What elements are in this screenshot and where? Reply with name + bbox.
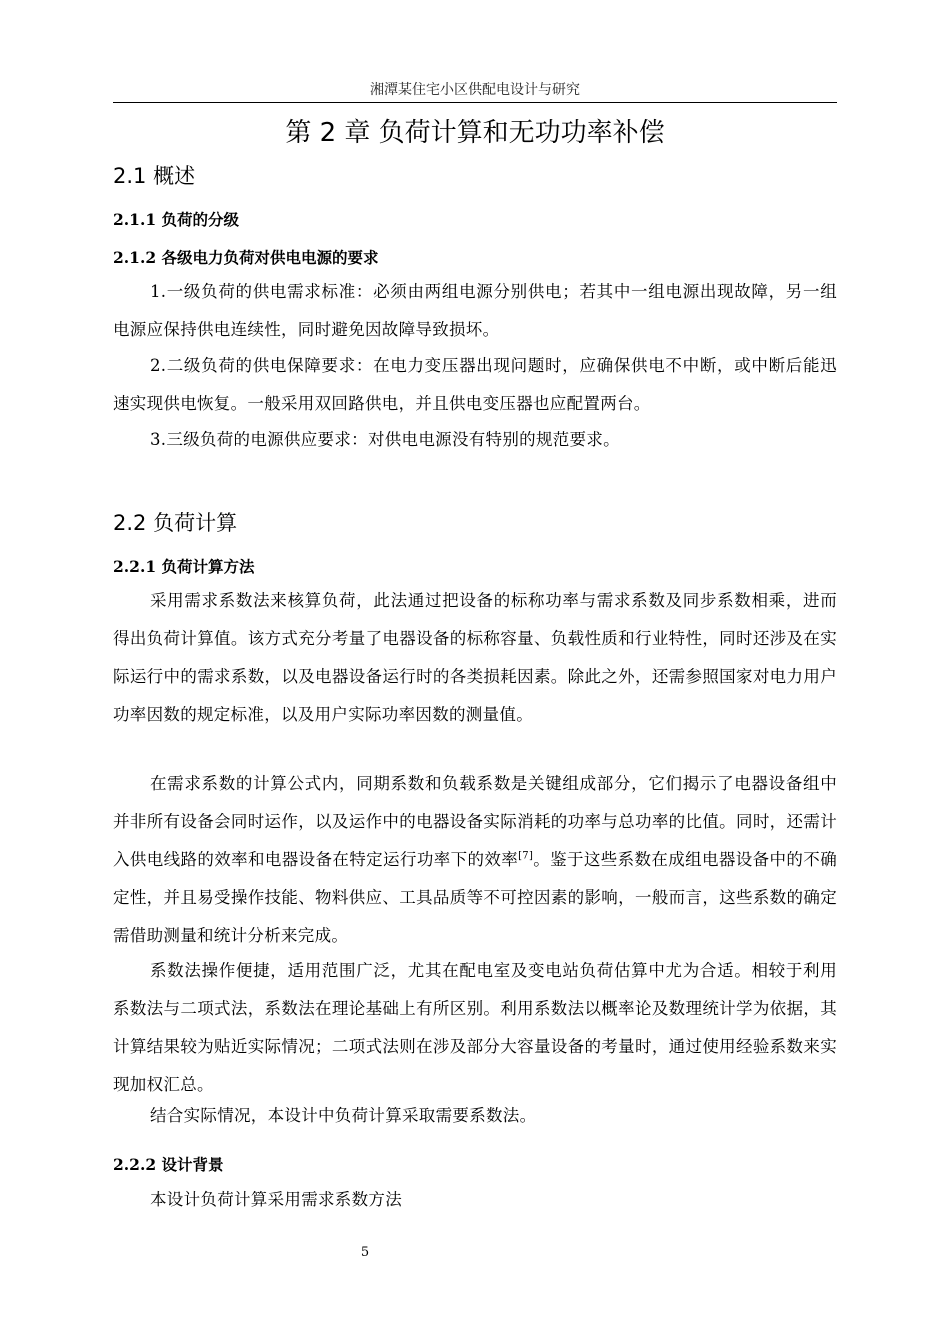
subsection-heading-2-2-1: 2.2.1 负荷计算方法 <box>113 557 255 576</box>
paragraph-background: 本设计负荷计算采用需求系数方法 <box>150 1190 402 1209</box>
subsection-heading-2-2-2: 2.2.2 设计背景 <box>113 1155 224 1174</box>
running-header: 湘潭某住宅小区供配电设计与研究 <box>370 82 580 98</box>
page-number: 5 <box>360 1245 370 1260</box>
paragraph-level1-load: 1.一级负荷的供电需求标准：必须由两组电源分别供电；若其中一组电源出现故障，另一组电源应保持供电连续性，同时避免因故障导致损坏。 <box>113 282 837 339</box>
paragraph-method-4: 结合实际情况，本设计中负荷计算采取需要系数法。 <box>150 1106 537 1125</box>
section-heading-2-2: 2.2 负荷计算 <box>113 511 238 535</box>
section-heading-2-1: 2.1 概述 <box>113 164 196 188</box>
paragraph-method-2 <box>113 765 837 955</box>
paragraph-method-2-part-b: 。鉴于这些系数在成组电器设备中的不确定性，并且易受操作技能、物料供应、工具品质等不可控因素的影响，一般而言，这些系数的确定需借助测量和统计分析来完成。 <box>113 850 837 945</box>
paragraph-level3-load: 3.三级负荷的电源供应要求：对供电电源没有特别的规范要求。 <box>150 430 620 449</box>
citation-ref-7: [7] <box>518 850 534 862</box>
header-divider <box>113 102 837 103</box>
paragraph-method-1: 采用需求系数法来核算负荷，此法通过把设备的标称功率与需求系数及同步系数相乘，进而得出负荷计算值。该方式充分考量了电器设备的标称容量、负载性质和行业特性，同时还涉及在实际运行中的需求系数，以及电器设备运行时的各类损耗因素。除此之外，还需参照国家对电力用户功率因数的规定标准，以及用户实际功率因数的测量值。 <box>113 591 837 724</box>
paragraph-method-3: 系数法操作便捷，适用范围广泛，尤其在配电室及变电站负荷估算中尤为合适。相较于利用系数法与二项式法，系数法在理论基础上有所区别。利用系数法以概率论及数理统计学为依据，其计算结果较为贴近实际情况；二项式法则在涉及部分大容量设备的考量时，通过使用经验系数来实现加权汇总。 <box>113 961 837 1094</box>
subsection-heading-2-1-1: 2.1.1 负荷的分级 <box>113 210 240 229</box>
paragraph-method-2-part-a: 在需求系数的计算公式内，同期系数和负载系数是关键组成部分，它们揭示了电器设备组中并非所有设备会同时运作，以及运作中的电器设备实际消耗的功率与总功率的比值。同时，还需计入供电线路的效率和电器设备在特定运行功率下的效率 <box>113 774 837 869</box>
subsection-heading-2-1-2: 2.1.2 各级电力负荷对供电电源的要求 <box>113 248 379 267</box>
chapter-title: 第 2 章 负荷计算和无功功率补偿 <box>285 118 665 148</box>
paragraph-level2-load: 2.二级负荷的供电保障要求：在电力变压器出现问题时，应确保供电不中断，或中断后能迅速实现供电恢复。一般采用双回路供电，并且供电变压器也应配置两台。 <box>113 356 837 413</box>
